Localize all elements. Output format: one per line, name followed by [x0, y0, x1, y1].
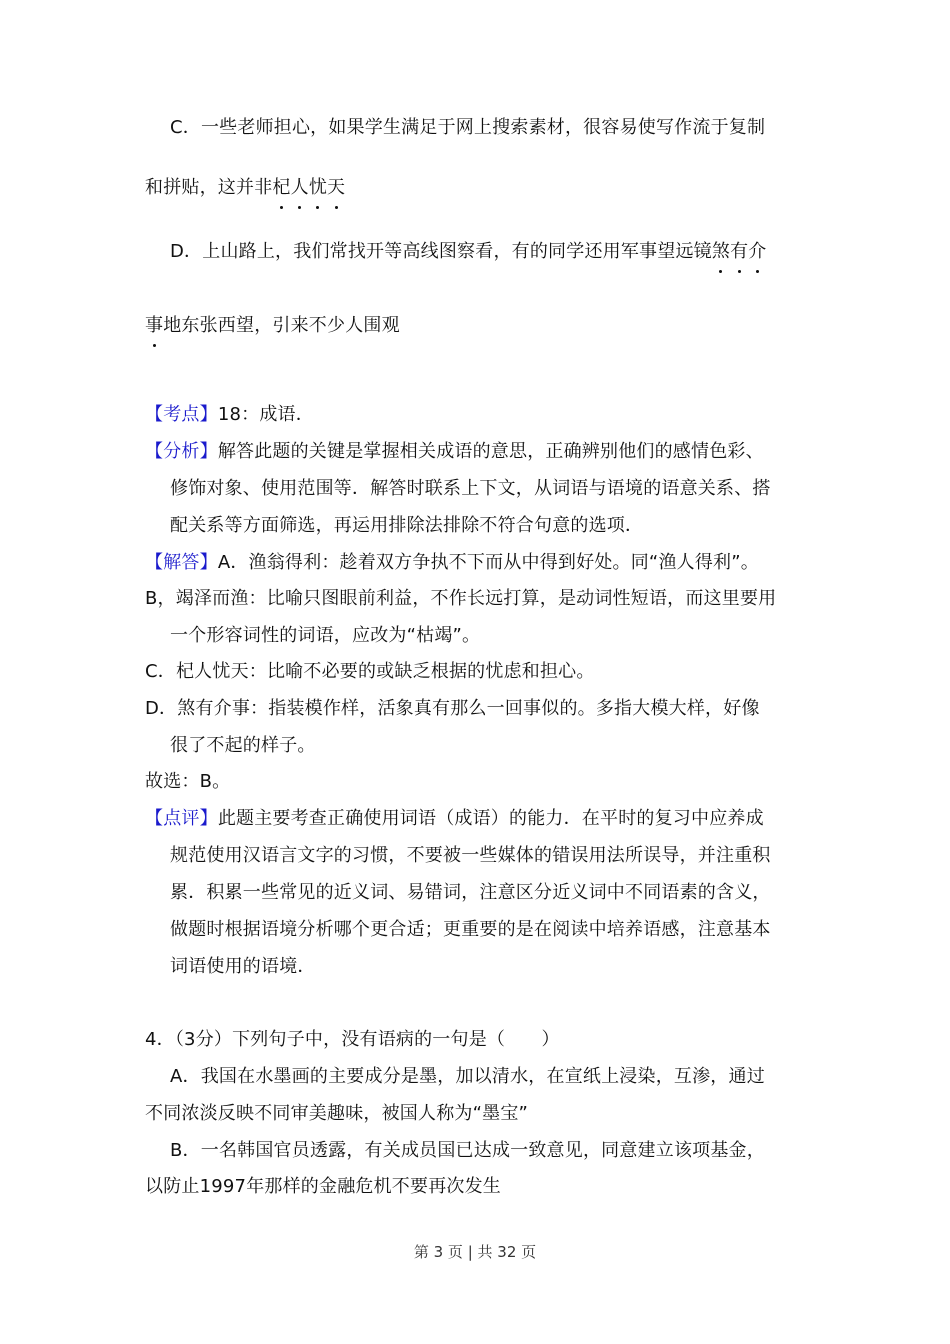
emphasis-char: 有 [730, 241, 749, 262]
question4-option-b-line1: B．一名韩国官员透露，有关成员国已达成一致意见，同意建立该项基金， [170, 1140, 765, 1161]
emphasis-char: 杞 [272, 177, 291, 198]
option-c-text: 和拼贴，这并非 [145, 177, 273, 198]
emphasis-char: 人 [290, 177, 309, 198]
jieda-line-d2: 很了不起的样子。 [170, 735, 316, 756]
dianping-line5: 词语使用的语境． [170, 956, 316, 977]
question4-option-b-line2: 以防止1997年那样的金融危机不要再次发生 [145, 1176, 502, 1197]
option-d-text: 地东张西望，引来不少人围观 [163, 315, 400, 336]
jieda-a-text: A．渔翁得利：趁着双方争执不下而从中得到好处。同“渔人得利”。 [217, 552, 759, 573]
dianping-line1 [145, 807, 764, 831]
jieda-tag: 【解答】 [145, 552, 218, 573]
fenxi-line2: 修饰对象、使用范围等．解答时联系上下文，从词语与语境的语意关系、搭 [170, 478, 771, 499]
emphasis-char: 介 [748, 241, 767, 262]
dianping-line4: 做题时根据语境分析哪个更合适；更重要的是在阅读中培养语感，注意基本 [170, 919, 771, 940]
emphasis-char: 事 [145, 315, 164, 336]
answer-choice: 故选：B。 [145, 771, 231, 792]
fenxi-text: 解答此题的关键是掌握相关成语的意思，正确辨别他们的感情色彩、 [217, 441, 764, 462]
option-d-text: D．上山路上，我们常找开等高线图察看，有的同学还用军事望远镜 [170, 241, 712, 262]
jieda-line-a [145, 551, 759, 575]
fenxi-tag: 【分析】 [145, 441, 218, 462]
question4-option-a-line1: A．我国在水墨画的主要成分是墨，加以清水，在宣纸上浸染，互渗，通过 [170, 1066, 765, 1087]
jieda-line-c: C．杞人忧天：比喻不必要的或缺乏根据的忧虑和担心。 [145, 661, 595, 682]
question4-option-a-line2: 不同浓淡反映不同审美趣味，被国人称为“墨宝” [145, 1103, 529, 1124]
emphasis-char: 忧 [308, 177, 328, 198]
fenxi-line1 [145, 440, 764, 464]
option-d-line2 [145, 314, 400, 338]
fenxi-line3: 配关系等方面筛选，再运用排除法排除不符合句意的选项． [170, 515, 644, 536]
dianping-tag: 【点评】 [145, 808, 218, 829]
emphasis-char: 煞 [711, 241, 731, 262]
emphasis-char: 天 [327, 177, 346, 198]
option-c-line2 [145, 176, 345, 200]
question4-stem: 4．（3分）下列句子中，没有语病的一句是（ ） [145, 1029, 560, 1050]
kaodian-tag: 【考点】 [145, 404, 218, 425]
jieda-line-d1: D．煞有介事：指装模作样，活象真有那么一回事似的。多指大模大样，好像 [145, 698, 760, 719]
dianping-text: 此题主要考查正确使用词语（成语）的能力．在平时的复习中应养成 [217, 808, 764, 829]
option-c-line1: C．一些老师担心，如果学生满足于网上搜索素材，很容易使写作流于复制 [170, 117, 766, 138]
kaodian-section [145, 403, 314, 427]
option-d-line1 [170, 240, 766, 264]
jieda-line-b2: 一个形容词性的词语，应改为“枯竭”。 [170, 625, 481, 646]
kaodian-text: 18：成语． [217, 404, 314, 425]
page-footer: 第 3 页 | 共 32 页 [413, 1243, 537, 1261]
dianping-line2: 规范使用汉语言文字的习惯，不要被一些媒体的错误用法所误导，并注重积 [170, 845, 771, 866]
jieda-line-b1: B，竭泽而渔：比喻只图眼前利益，不作长远打算，是动词性短语，而这里要用 [145, 588, 777, 609]
dianping-line3: 累．积累一些常见的近义词、易错词，注意区分近义词中不同语素的含义， [170, 882, 771, 903]
